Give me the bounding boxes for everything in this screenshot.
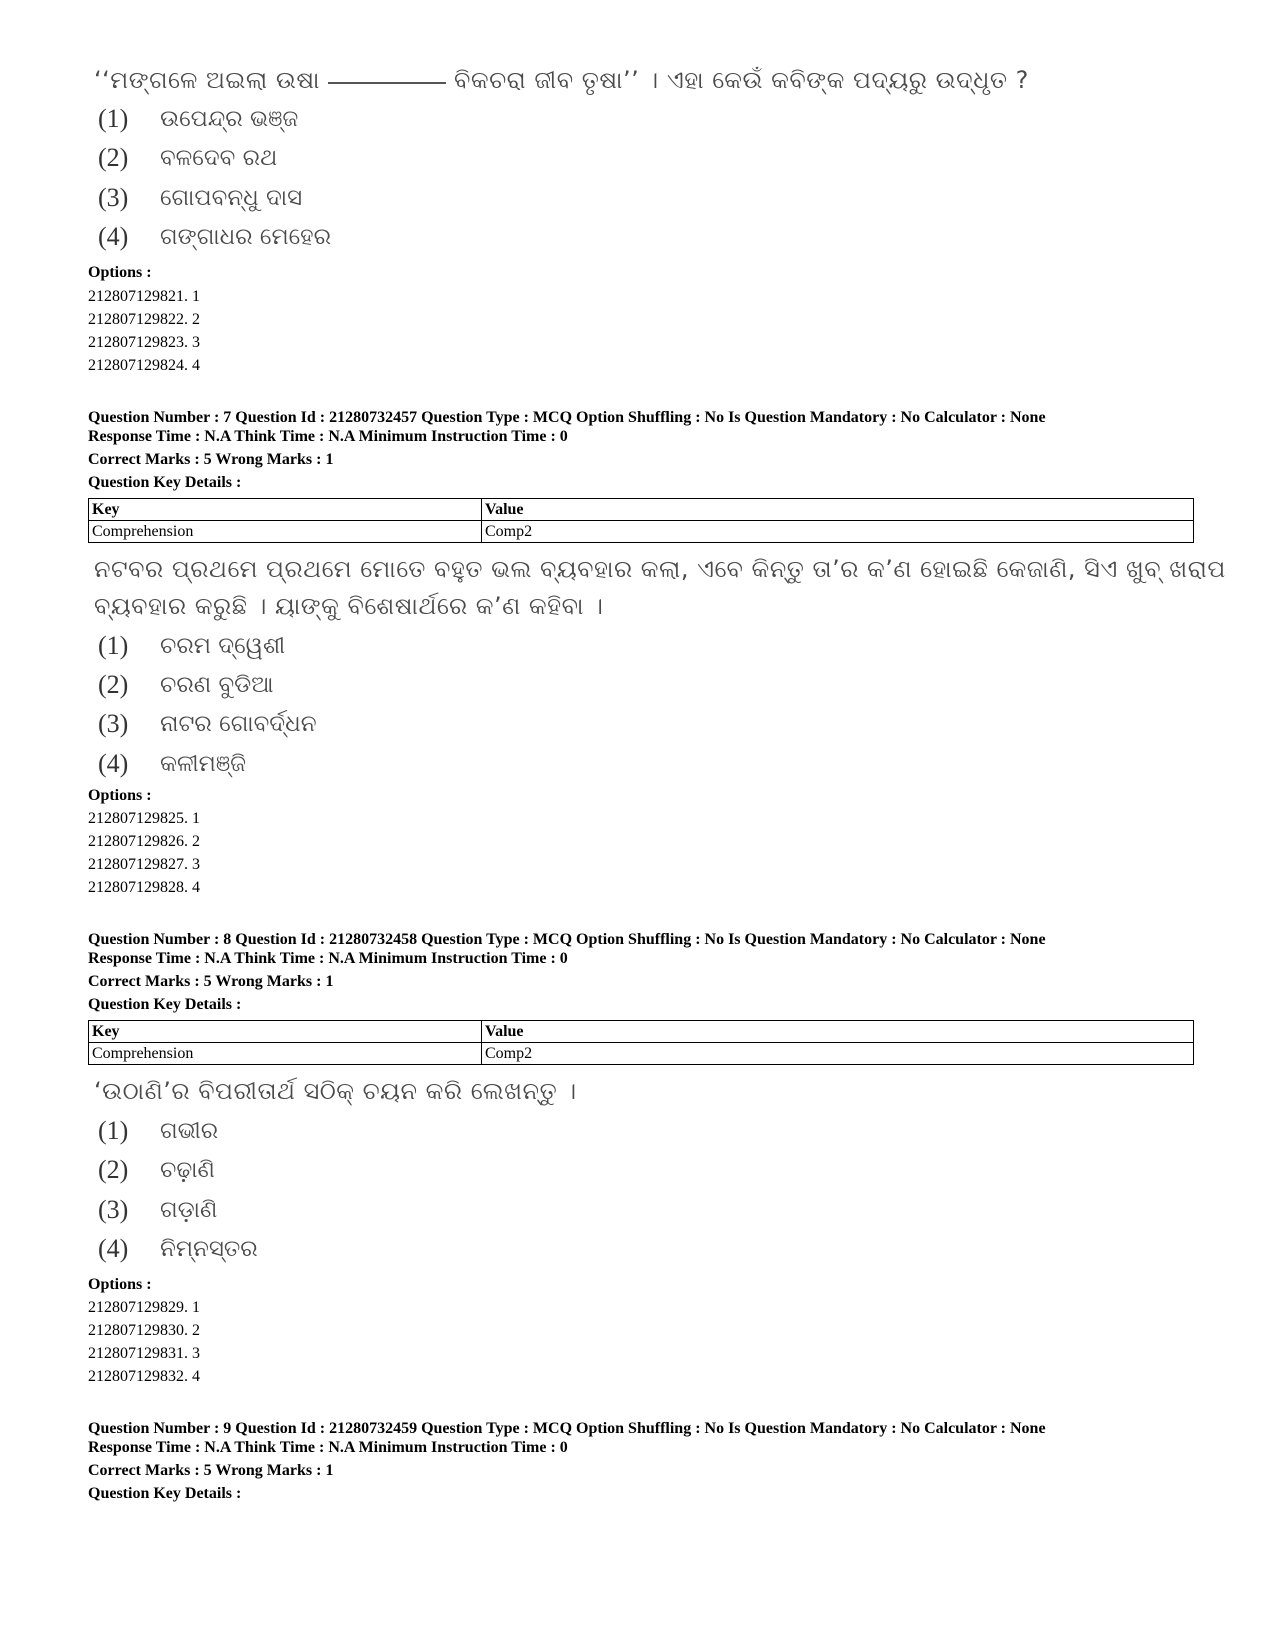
question-9-marks: Correct Marks : 5 Wrong Marks : 1 [88,1462,334,1479]
choice-text: ଚରମ ଦ୍ୱେଶୀ [160,633,286,659]
question-7-key-details-label: Question Key Details : [88,474,242,491]
choice-text: ଚରଣ ବୁଡିଆ [160,672,274,698]
choice-text: ଗଡ଼ାଣି [160,1197,218,1223]
question-8-marks: Correct Marks : 5 Wrong Marks : 1 [88,973,334,990]
option-id: 212807129832. 4 [88,1368,200,1385]
question-6-choice-1 [98,104,298,134]
value-cell: Comp2 [482,521,1194,543]
choice-number: (4) [98,749,129,778]
question-6-stem-part1: ‘‘ମଙ୍ଗଳେ ଅଇଲା ଉଷା [94,66,321,94]
question-9-response-time: Response Time : N.A Think Time : N.A Minimum Instruction Time : 0 [88,1439,568,1456]
option-id: 212807129829. 1 [88,1299,200,1316]
option-id: 212807129824. 4 [88,357,200,374]
value-header: Value [482,499,1194,521]
choice-number: (1) [98,104,129,133]
value-cell: Comp2 [482,1043,1194,1065]
key-cell: Comprehension [89,1043,482,1065]
question-8-key-details-label: Question Key Details : [88,996,242,1013]
question-7-choice-3 [98,709,317,739]
choice-text: ଗୋପବନ୍ଧୁ ଦାସ [160,185,303,211]
choice-text: ନିମ୍ନସ୍ତର [160,1236,258,1262]
option-id: 212807129826. 2 [88,833,200,850]
fill-blank-line [328,82,446,84]
option-id: 212807129823. 3 [88,334,200,351]
key-header: Key [89,1021,482,1043]
option-id: 212807129827. 3 [88,856,200,873]
choice-number: (4) [98,1234,129,1263]
table-row [89,521,1194,543]
option-id: 212807129830. 2 [88,1322,200,1339]
choice-number: (2) [98,1155,129,1184]
options-label: Options : [88,1276,152,1293]
question-8-key-table [88,1020,1194,1065]
question-6-choice-4 [98,222,331,252]
question-6-choice-2 [98,143,277,173]
options-label: Options : [88,787,152,804]
choice-number: (1) [98,631,129,660]
question-8-meta: Question Number : 8 Question Id : 21280732458 Question Type : MCQ Option Shuffling : No Is Question Mandatory : No Calculator : None [88,931,1046,948]
question-8-choice-4 [98,1234,258,1264]
choice-number: (1) [98,1116,129,1145]
choice-text: କଳୀମଞ୍ଜି [160,751,247,777]
option-id: 212807129825. 1 [88,810,200,827]
question-6-stem-part2: ବିକଚରା ଜୀବ ତୃଷା’’ । ଏହା କେଉଁ କବିଙ୍କ ପଦ୍ୟରୁ ଉଦ୍ଧୃତ ? [454,66,1029,94]
question-7-marks: Correct Marks : 5 Wrong Marks : 1 [88,451,334,468]
question-7-key-table [88,498,1194,543]
question-6-stem [94,66,1029,94]
question-7-stem-line-2: ବ୍ୟବହାର କରୁଛି । ୟାଙ୍କୁ ବିଶେଷାର୍ଥରେ କ’ଣ କହିବା । [94,592,604,620]
choice-number: (4) [98,222,129,251]
choice-text: ବଳଦେବ ରଥ [160,145,278,171]
choice-number: (3) [98,183,129,212]
question-7-choice-2 [98,670,273,700]
question-8-stem: ‘ଉଠାଣି’ର ବିପରୀତାର୍ଥ ସଠିକ୍ ଚୟନ କରି ଲେଖନ୍ତୁ । [94,1077,577,1105]
question-7-choice-1 [98,631,285,661]
table-header-row [89,499,1194,521]
question-7-meta: Question Number : 7 Question Id : 21280732457 Question Type : MCQ Option Shuffling : No Is Question Mandatory : No Calculator : None [88,409,1046,426]
question-7-choice-4 [98,749,246,779]
key-header: Key [89,499,482,521]
question-8-choice-2 [98,1155,215,1185]
table-row [89,1043,1194,1065]
question-7-stem-line-1: ନଟବର ପ୍ରଥମେ ପ୍ରଥମେ ମୋତେ ବହୁତ ଭଲ ବ୍ୟବହାର କଲା, ଏବେ କିନ୍ତୁ ତା’ର କ’ଣ ହୋଇଛି କେଜାଣି, ସିଏ ଖୁବ୍ ଖରାପ [94,555,1226,583]
choice-text: ନାଟର ଗୋବର୍ଦ୍ଧନ [160,711,317,737]
option-id: 212807129822. 2 [88,311,200,328]
choice-text: ଗଙ୍ଗାଧର ମେହେର [160,224,332,250]
question-8-response-time: Response Time : N.A Think Time : N.A Minimum Instruction Time : 0 [88,950,568,967]
question-9-meta: Question Number : 9 Question Id : 21280732459 Question Type : MCQ Option Shuffling : No Is Question Mandatory : No Calculator : None [88,1420,1046,1437]
option-id: 212807129828. 4 [88,879,200,896]
option-id: 212807129831. 3 [88,1345,200,1362]
choice-text: ଚଢ଼ାଣି [160,1157,215,1183]
question-9-key-details-label: Question Key Details : [88,1485,242,1502]
choice-text: ଗଭୀର [160,1118,219,1144]
table-header-row [89,1021,1194,1043]
value-header: Value [482,1021,1194,1043]
choice-number: (3) [98,1195,129,1224]
options-label: Options : [88,264,152,281]
question-8-choice-1 [98,1116,218,1146]
question-8-choice-3 [98,1195,217,1225]
choice-text: ଉପେନ୍ଦ୍ର ଭଞ୍ଜ [160,106,299,132]
key-cell: Comprehension [89,521,482,543]
choice-number: (2) [98,670,129,699]
question-7-response-time: Response Time : N.A Think Time : N.A Minimum Instruction Time : 0 [88,428,568,445]
choice-number: (2) [98,143,129,172]
option-id: 212807129821. 1 [88,288,200,305]
question-6-choice-3 [98,183,302,213]
choice-number: (3) [98,709,129,738]
